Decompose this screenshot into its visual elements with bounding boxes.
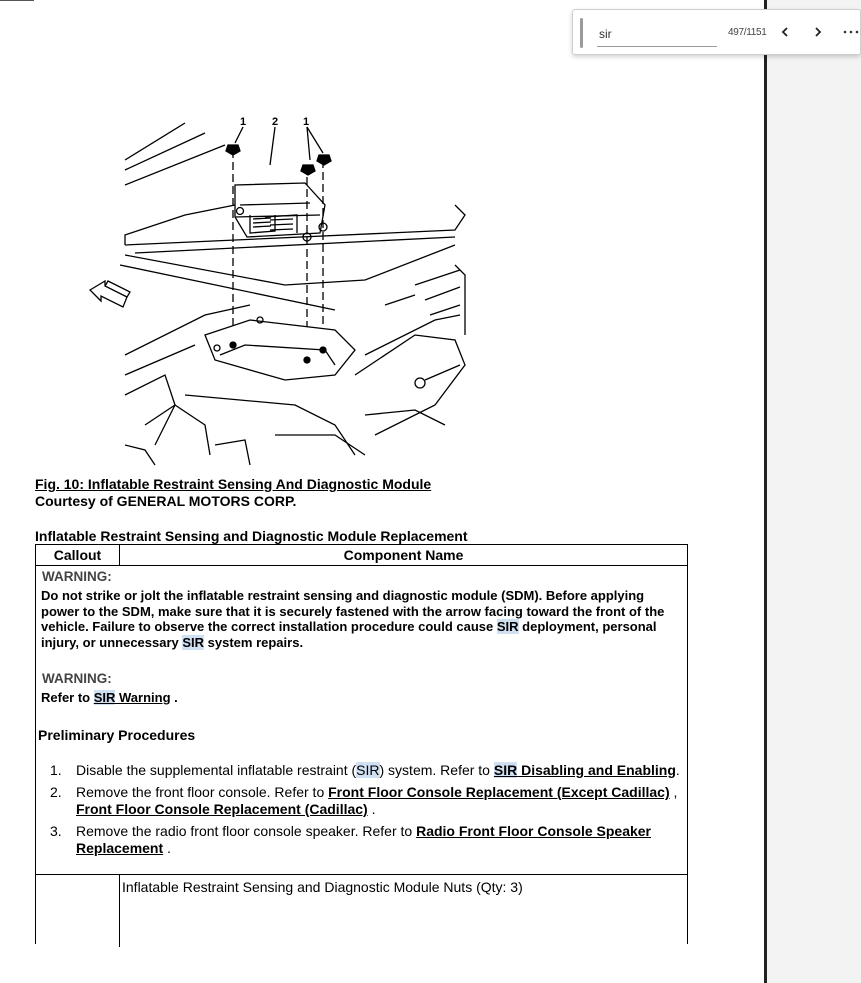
warning-text-part: deployment, personal injury, or unnecessary bbox=[41, 619, 657, 650]
table-row bbox=[36, 874, 687, 947]
search-highlight: SIR bbox=[496, 619, 519, 634]
callout-table bbox=[35, 544, 688, 944]
step-text: , bbox=[669, 784, 678, 800]
preliminary-procedures-title: Preliminary Procedures bbox=[38, 727, 196, 743]
callout-label-2: 2 bbox=[272, 116, 279, 128]
step-text: . bbox=[163, 840, 171, 856]
section-title: Inflatable Restraint Sensing and Diagnostic Module Replacement bbox=[35, 528, 468, 544]
find-input[interactable] bbox=[597, 22, 717, 47]
step-text: Remove the radio front floor console speaker. Refer to bbox=[76, 823, 417, 839]
warning-text-1 bbox=[41, 588, 686, 650]
more-options-button[interactable] bbox=[839, 20, 861, 44]
warning-label-2: WARNING: bbox=[42, 671, 112, 686]
search-highlight: SIR bbox=[93, 690, 116, 705]
warning-text-part: system repairs. bbox=[204, 634, 304, 650]
ellipsis-icon bbox=[843, 29, 859, 35]
warning-text-part: . bbox=[170, 690, 178, 705]
link-text: Disabling and Enabling bbox=[517, 762, 676, 778]
search-highlight: SIR bbox=[182, 634, 205, 650]
step-text: Remove the front floor console. Refer to bbox=[76, 784, 329, 800]
step-number: 1. bbox=[50, 762, 62, 778]
warning-text-2 bbox=[41, 690, 686, 706]
warning-text-part: Refer to bbox=[41, 690, 94, 705]
step-number: 2. bbox=[50, 784, 62, 800]
procedure-steps bbox=[50, 762, 680, 862]
page-top-line bbox=[0, 0, 34, 1]
step-text: Disable the supplemental inflatable restraint ( bbox=[76, 762, 357, 778]
callout-label-1b: 1 bbox=[303, 116, 310, 128]
step-text: . bbox=[675, 762, 680, 778]
chevron-left-icon bbox=[779, 26, 791, 38]
table-header-callout: Callout bbox=[36, 545, 120, 565]
list-item bbox=[50, 784, 680, 818]
find-next-button[interactable] bbox=[806, 20, 830, 44]
sir-disabling-link[interactable] bbox=[494, 762, 676, 778]
warning-label-1: WARNING: bbox=[42, 569, 112, 584]
front-arrow-icon bbox=[90, 281, 130, 307]
step-text: ) system. Refer to bbox=[379, 762, 494, 778]
search-highlight: SIR bbox=[493, 762, 518, 778]
figure-caption-title[interactable]: Fig. 10: Inflatable Restraint Sensing And Diagnostic Module bbox=[35, 476, 432, 492]
callout-label-1a: 1 bbox=[240, 116, 247, 128]
sdm-illustration bbox=[35, 105, 575, 475]
viewer-gutter bbox=[767, 0, 861, 983]
search-highlight: SIR bbox=[356, 762, 380, 778]
find-bar bbox=[572, 9, 861, 55]
table-header-component: Component Name bbox=[343, 547, 464, 563]
table-cell-component: Inflatable Restraint Sensing and Diagnostic Module Nuts (Qty: 3) bbox=[122, 879, 523, 895]
table-cell-callout bbox=[36, 875, 120, 947]
find-bar-grip[interactable] bbox=[580, 18, 583, 48]
table-header-row bbox=[36, 545, 687, 566]
console-except-cadillac-link[interactable]: Front Floor Console Replacement (Except Cadillac) bbox=[328, 784, 670, 800]
step-number: 3. bbox=[50, 823, 62, 839]
console-cadillac-link[interactable]: Front Floor Console Replacement (Cadillac) bbox=[76, 801, 368, 817]
list-item bbox=[50, 762, 680, 779]
figure-caption-credit: Courtesy of GENERAL MOTORS CORP. bbox=[35, 493, 297, 509]
list-item bbox=[50, 823, 680, 857]
sir-warning-link[interactable] bbox=[94, 690, 171, 705]
radio-speaker-link[interactable]: Radio Front Floor Console Speaker Replacement bbox=[76, 823, 651, 856]
link-text: Warning bbox=[115, 690, 171, 705]
chevron-right-icon bbox=[812, 26, 824, 38]
find-previous-button[interactable] bbox=[773, 20, 797, 44]
match-count: 497/1151 bbox=[728, 27, 767, 38]
warning-text-part: Do not strike or jolt the inflatable restraint sensing and diagnostic module (SDM). Before applying power to the SDM, make sure that it is securely fastened with the arrow facing toward the front of the vehicle. Failure to observe the correct installation procedure could cause bbox=[41, 588, 665, 634]
step-text: . bbox=[367, 801, 376, 817]
